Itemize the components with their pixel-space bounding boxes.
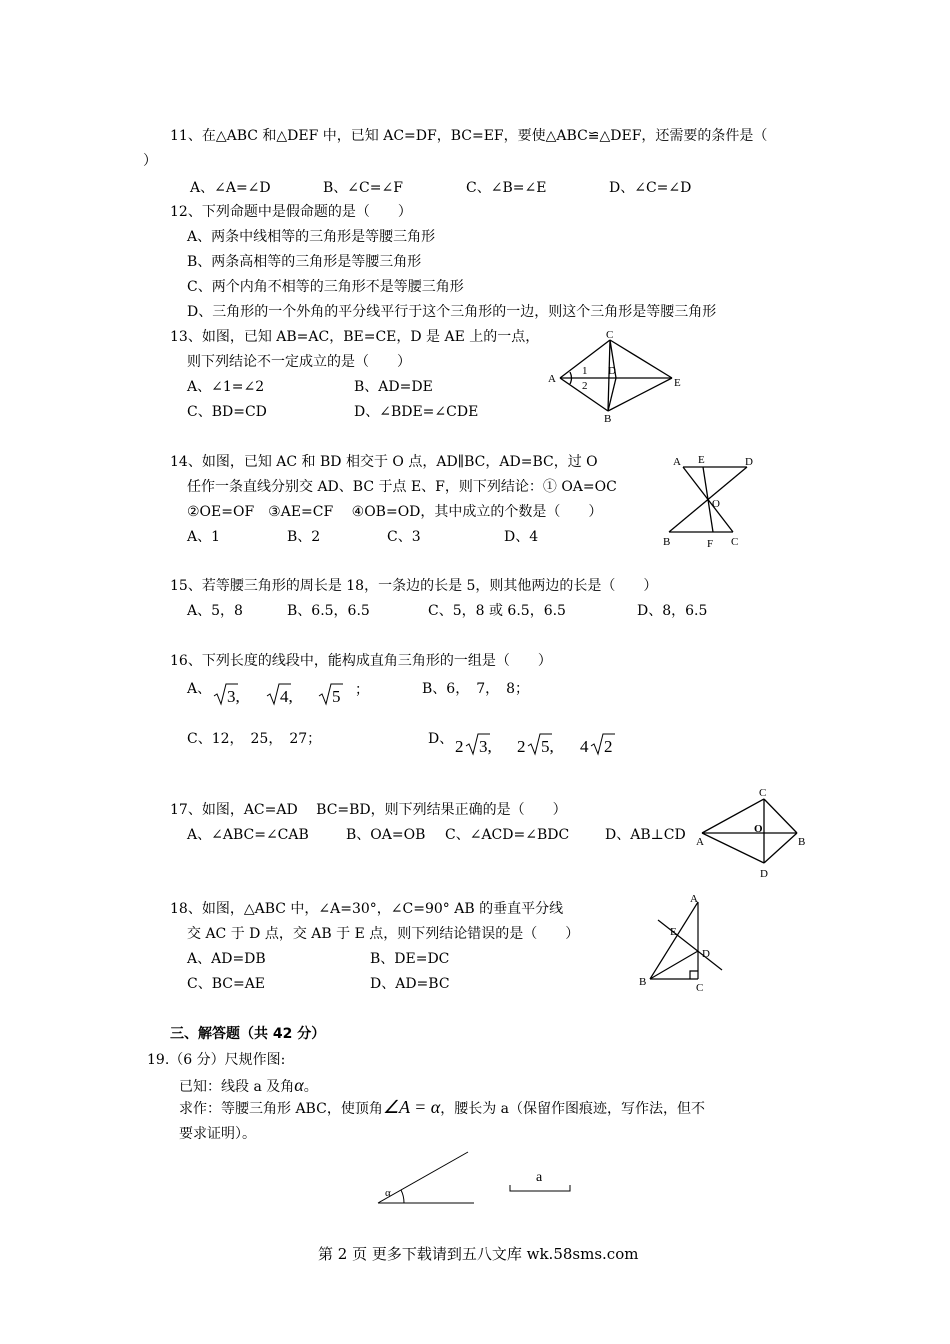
q14-stem: 14、如图，已知 AC 和 BD 相交于 O 点，AD∥BC，AD=BC，过 O (170, 454, 598, 470)
q14-label-f: F (707, 538, 714, 550)
q18-label-c: C (696, 982, 704, 994)
q15-stem: 15、若等腰三角形的周长是 18，一条边的长是 5，则其他两边的长是（ ） (170, 578, 658, 594)
q13-option-a: A、∠1=∠2 (187, 379, 265, 395)
q12-option-b: B、两条高相等的三角形是等腰三角形 (187, 254, 422, 270)
q14-label-c: C (731, 536, 739, 548)
q19-require-text: 求作：等腰三角形 ABC，使顶角 (179, 1101, 383, 1117)
q19-given (179, 1076, 318, 1096)
q18-stem-line2: 交 AC 于 D 点，交 AB 于 E 点，则下列结论错误的是（ ） (187, 926, 580, 942)
q16-option-a-label: A、 (187, 681, 212, 697)
q18-label-e: E (670, 926, 677, 938)
q11-option-c: C、∠B=∠E (466, 180, 547, 196)
q18-label-d: D (702, 948, 710, 960)
q19-given-text: 已知：线段 a 及角 (179, 1079, 295, 1095)
q16-d-coef-3: 4 (580, 737, 589, 756)
q16-option-d-radicals (452, 730, 632, 760)
q18-option-b: B、DE=DC (370, 951, 450, 967)
q16-a-val-2: 4, (280, 687, 293, 706)
q18-label-b: B (639, 976, 647, 988)
q12-option-a: A、两条中线相等的三角形是等腰三角形 (187, 229, 436, 245)
q12-option-c: C、两个内角不相等的三角形不是等腰三角形 (187, 279, 464, 295)
q14-label-b: B (663, 536, 671, 548)
q16-option-c: C、12， 25， 27； (187, 731, 322, 747)
q14-figure (655, 450, 765, 550)
q14-label-a: A (673, 456, 681, 468)
q16-option-a-radicals (212, 680, 362, 710)
q17-label-a: A (696, 836, 704, 848)
q17-option-d: D、AB⊥CD (605, 827, 686, 843)
q11-stem: 11、在△ABC 和△DEF 中，已知 AC=DF，BC=EF，要使△ABC≌△DEF，还需要的条件是（ (170, 128, 768, 144)
q14-stem-line3: ②OE=OF ③AE=CF ④OB=OD，其中成立的个数是（ ） (187, 504, 603, 520)
q14-stem-line2: 任作一条直线分别交 AD、BC 于点 E、F，则下列结论：① OA=OC (187, 479, 617, 495)
q16-stem: 16、下列长度的线段中，能构成直角三角形的一组是（ ） (170, 653, 552, 669)
q18-figure (630, 890, 740, 1000)
q14-label-o: O (712, 498, 720, 510)
q19-given-alpha: α (294, 1075, 304, 1095)
q16-option-b: B、6， 7， 8； (422, 681, 530, 697)
q14-label-d: D (745, 456, 753, 468)
q13-label-c: C (606, 329, 614, 341)
q11-option-b: B、∠C=∠F (323, 180, 403, 196)
q19-figure (370, 1148, 590, 1208)
q17-label-o: O (754, 823, 763, 835)
q17-option-c: C、∠ACD=∠BDC (445, 827, 570, 843)
q13-stem: 13、如图，已知 AB=AC，BE=CE，D 是 AE 上的一点， (170, 329, 540, 345)
q17-stem: 17、如图，AC=AD BC=BD，则下列结果正确的是（ ） (170, 802, 567, 818)
q13-label-1: 1 (582, 365, 588, 377)
q16-d-coef-1: 2 (455, 737, 464, 756)
q11-option-a: A、∠A=∠D (190, 180, 271, 196)
q17-option-b: B、OA=OB (346, 827, 426, 843)
q16-d-rad-3: 2 (604, 737, 613, 756)
q19-require-math: ∠A = α (382, 1097, 441, 1117)
q12-stem: 12、下列命题中是假命题的是（ ） (170, 204, 412, 220)
q19-require-text-end: ，腰长为 a（保留作图痕迹，写作法，但不 (440, 1101, 706, 1117)
q14-option-a: A、1 (187, 529, 221, 545)
q15-option-c: C、5，8 或 6.5，6.5 (428, 603, 566, 619)
q11-stem-end: ） (143, 153, 157, 169)
section-heading: 三、解答题（共 42 分） (170, 1026, 326, 1042)
q13-label-a: A (548, 373, 556, 385)
q12-option-d: D、三角形的一个外角的平分线平行于这个三角形的一边，则这个三角形是等腰三角形 (187, 304, 717, 320)
q15-option-b: B、6.5，6.5 (287, 603, 370, 619)
q16-d-rad-2: 5, (541, 737, 554, 756)
q18-stem: 18、如图，△ABC 中，∠A=30°，∠C=90° AB 的垂直平分线 (170, 901, 564, 917)
q19-alpha-label: α (385, 1187, 391, 1199)
q13-label-e: E (674, 377, 681, 389)
q18-option-c: C、BC=AE (187, 976, 266, 992)
q19-require-line2: 要求证明）。 (179, 1126, 256, 1142)
q13-option-d: D、∠BDE=∠CDE (354, 404, 479, 420)
q16-d-rad-1: 3, (479, 737, 492, 756)
q13-figure (540, 328, 690, 428)
q15-option-a: A、5，8 (187, 603, 243, 619)
q17-option-a: A、∠ABC=∠CAB (187, 827, 309, 843)
q13-option-c: C、BD=CD (187, 404, 267, 420)
q17-label-d: D (760, 868, 768, 880)
q11-option-d: D、∠C=∠D (609, 180, 692, 196)
q14-option-c: C、3 (387, 529, 421, 545)
q15-option-d: D、8，6.5 (637, 603, 708, 619)
q14-option-b: B、2 (287, 529, 321, 545)
q16-a-val-3: 5 (332, 687, 341, 706)
q19-given-end: 。 (303, 1079, 318, 1095)
q13-option-b: B、AD=DE (354, 379, 433, 395)
q16-option-a-tail: ； (355, 682, 369, 698)
q14-option-d: D、4 (504, 529, 539, 545)
q13-label-d: D (608, 365, 616, 377)
q18-option-d: D、AD=BC (370, 976, 450, 992)
page-footer: 第 2 页 更多下载请到五八文库 wk.58sms.com (318, 1245, 639, 1263)
q18-label-a: A (690, 893, 698, 905)
q13-label-2: 2 (582, 380, 588, 392)
q14-label-e: E (698, 454, 705, 466)
q16-a-val-1: 3, (227, 687, 240, 706)
q13-label-b: B (604, 413, 612, 425)
q16-d-coef-2: 2 (517, 737, 526, 756)
q17-label-b: B (798, 836, 806, 848)
q18-option-a: A、AD=DB (187, 951, 266, 967)
q16-option-d-label: D、 (428, 731, 454, 747)
q19-stem: 19.（6 分）尺规作图: (147, 1052, 286, 1068)
q17-figure (690, 785, 820, 885)
q19-require (179, 1098, 705, 1118)
q13-stem-line2: 则下列结论不一定成立的是（ ） (187, 354, 411, 370)
q17-label-c: C (759, 787, 767, 799)
q19-segment-a-label: a (536, 1170, 543, 1185)
